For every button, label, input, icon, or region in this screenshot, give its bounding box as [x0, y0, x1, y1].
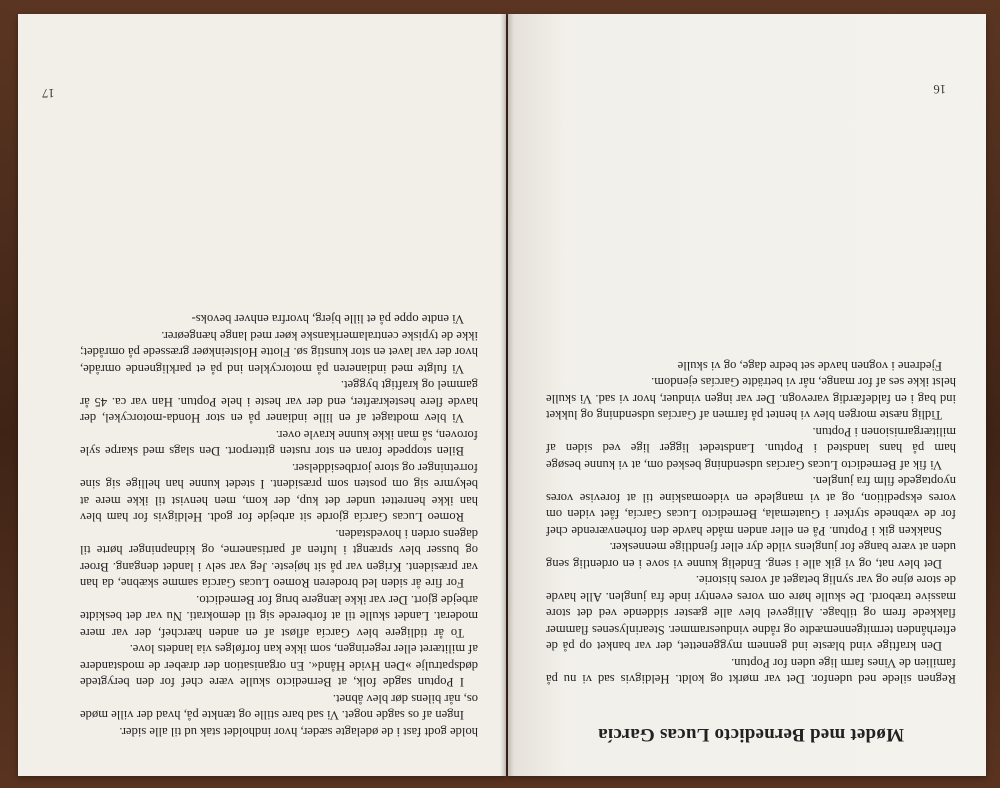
paragraph: I Poptun sagde folk, at Bernedicto skulle være chef for den berygtede dødspatrulje »Den Hvide Hånd«. En organisation der dræber de modstandere af militæret eller regeringen, som ikke kan forfølges via landets love. [80, 642, 478, 690]
paragraph: Fjedrene i vognen havde set bedre dage, og vi skulle [677, 359, 942, 373]
open-book [18, 14, 986, 776]
right-page-text [546, 358, 956, 743]
paragraph: Den kraftige vind blæste ind gennem myggenettet, der var banket op på de efterhånden termitgennemædte og rådne vinduesrammer. Stearinlysenes flammer flakkede frem og tilbage. Alligevel blev alle gæster siddende ved det store massive træbord. De skulle høre om vores eventyr inde fra junglen. Alle havde de store øjne og var synlig betaget af vores historie. [546, 573, 956, 654]
paragraph: For fire år siden led broderen Romeo Lucas García samme skæbne, da han var præsident. Krigen var på sit højeste. Jeg var selv i landet dengang. Broer og busser blev sprængt i luften af partisanerne, og kidnapninger hørte til dagens orden i hovedstaden. [80, 527, 478, 591]
right-page-content-rotated [508, 14, 986, 776]
page-number: 17 [42, 86, 55, 100]
paragraph: To år tidligere blev García afløst af en anden hærchef, der var mere moderat. Landet skulle til at forberede sig til demokrati. Nu var det beskidte arbejde gjort. Der var ikke længere brug for Bernedicto. [80, 593, 478, 640]
paragraph: Vi fulgte med indianeren på motorcyklen ind på et parklignende område, hvor der var lavet en stor kunstig sø. Flotte Holsteinkøer græssede på området; ikke de typiske centralamerikanske køer med lange hængeører. [80, 329, 478, 376]
paragraph: Bilen stoppede foran en stor rusten gitterport. Den slags med skarpe syle foroven, så man ikke kunne kravle over. [80, 428, 478, 459]
left-page-content-rotated [18, 14, 506, 776]
right-page [508, 14, 986, 776]
paragraph: Det blev nat, og vi gik alle i seng. Endelig kunne vi sove i en ordentlig seng uden at være bange for junglens vilde dyr eller fjendtlige mennesker. [546, 540, 956, 571]
paragraph: Tidlig næste morgen blev vi hentet på farmen af Garcías udsendning og lukket ind bag i en faldefærdig varevogn. Der var ingen vinduer, hvor vi sad. Vi skulle helst ikke ses af for mange, når vi beträdte Garcías ejendom. [546, 375, 956, 423]
chapter-title: Mødet med Bernedicto Lucas García [598, 724, 904, 745]
left-page [18, 14, 506, 776]
paragraph: Vi blev modtaget af en lille indianer på en stor Honda-motorcykel, der havde flere hestekræfter, end der var heste i hele Poptun. Han var ca. 45 år gammel og kraftigt bygget. [80, 378, 478, 426]
paragraph: Snakken gik i Poptun. På en eller anden måde havde den forhenværende chef for de væbnede styrker i Guatemala, Bernedicto Lucas García, fået viden om vores ekspedition, og at vi manglede en videomaskine til at forevise vores nyoptagede film fra junglen. [546, 474, 956, 538]
paragraph: Romeo Lucas García gjorde sit arbejde for godt. Heldigvis for ham blev han ikke henrettet under det kup, der kom, men henvist til ikke mere at bekymre sig om posten som præsident. I stedet kunne han hellige sig sine forretninger og store jordbesiddelser. [80, 461, 478, 525]
paragraph: Ingen af os sagde noget. Vi sad bare stille og tænkte på, hvad der ville møde os, når bilens dør blev åbnet. [80, 692, 478, 723]
page-number: 16 [933, 82, 946, 96]
left-page-text [80, 311, 478, 740]
paragraph: Vi fik af Bernedicto Lucas Garcías udsendning besked om, at vi kunne besøge ham på hans landsted i Poptun. Landstedet ligger lige ved siden af militærgarnisionen i Poptun. [546, 425, 956, 472]
paragraph: Regnen silede ned udenfor. Det var mørkt og koldt. Heldigvis sad vi nu på familien de Vines farm lige uden for Poptun. [546, 656, 956, 687]
paragraph: Vi endte oppe på et lille bjerg, hvorfra enhver bevoks- [191, 312, 464, 327]
book-gutter [500, 14, 514, 776]
paragraph: holde godt fast i de ødelagte sæder, hvor indholdet stak ud til alle sider. [119, 725, 478, 739]
